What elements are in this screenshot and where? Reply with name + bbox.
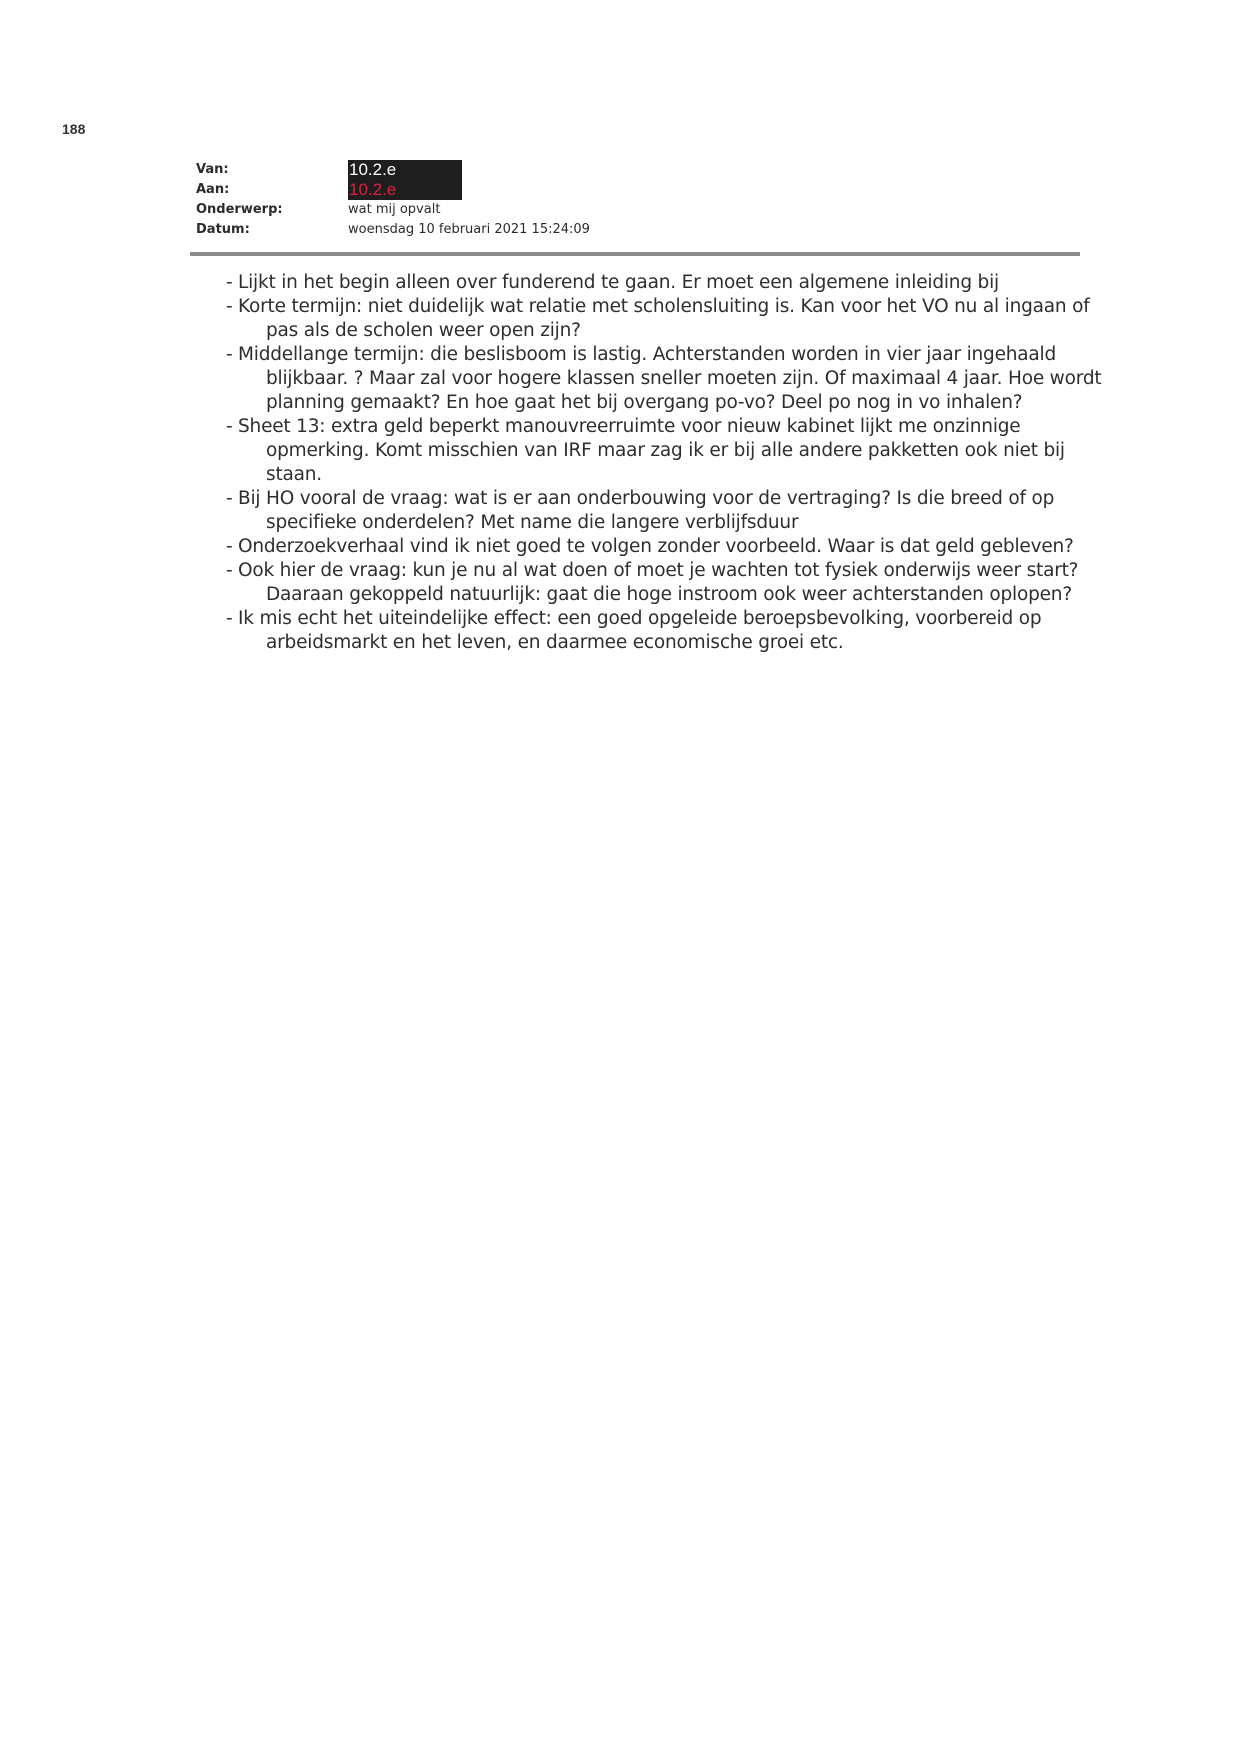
bullet-dash: -: [226, 488, 233, 509]
list-item: [226, 295, 1106, 343]
list-item: [226, 535, 1106, 559]
to-row: [196, 180, 590, 200]
bullet-dash: -: [226, 416, 233, 437]
bullet-dash: -: [226, 608, 233, 629]
date-value: woensdag 10 februari 2021 15:24:09: [348, 222, 590, 237]
list-item: [226, 607, 1106, 655]
list-item-text: Lijkt in het begin alleen over funderend te gaan. Er moet een algemene inleiding bij: [238, 272, 999, 293]
header-separator: [190, 252, 1080, 256]
list-item-text: Korte termijn: niet duidelijk wat relatie met scholensluiting is. Kan voor het VO nu al ingaan of pas als de scholen weer open zijn?: [238, 296, 1090, 341]
list-item-text: Ook hier de vraag: kun je nu al wat doen of moet je wachten tot fysiek onderwijs weer start? Daaraan gekoppeld natuurlijk: gaat die hoge instroom ook weer achterstanden oplopen?: [238, 560, 1079, 605]
list-item: [226, 343, 1106, 415]
date-row: [196, 220, 590, 240]
to-label: Aan:: [196, 182, 230, 197]
email-body: [226, 271, 1106, 655]
list-item-text: Onderzoekverhaal vind ik niet goed te volgen zonder voorbeeld. Waar is dat geld gebleven?: [238, 536, 1074, 557]
list-item-text: Sheet 13: extra geld beperkt manouvreerruimte voor nieuw kabinet lijkt me onzinnige opmerking. Komt misschien van IRF maar zag ik er bij alle andere pakketten ook niet bij staan.: [238, 416, 1065, 485]
list-item-text: Ik mis echt het uiteindelijke effect: een goed opgeleide beroepsbevolking, voorbereid op arbeidsmarkt en het leven, en daarmee economische groei etc.: [238, 608, 1042, 653]
list-item: [226, 415, 1106, 487]
to-redaction: 10.2.e: [348, 180, 462, 200]
from-redaction: 10.2.e: [348, 160, 462, 180]
list-item: [226, 559, 1106, 607]
bullet-dash: -: [226, 344, 233, 365]
subject-value: wat mij opvalt: [348, 202, 441, 217]
page-number: 188: [62, 121, 86, 137]
subject-label: Onderwerp:: [196, 202, 283, 217]
bullet-dash: -: [226, 272, 233, 293]
bullet-dash: -: [226, 296, 233, 317]
from-label: Van:: [196, 162, 229, 177]
bullet-dash: -: [226, 536, 233, 557]
date-label: Datum:: [196, 222, 250, 237]
list-item: [226, 487, 1106, 535]
from-row: [196, 160, 590, 180]
subject-row: [196, 200, 590, 220]
list-item-text: Middellange termijn: die beslisboom is lastig. Achterstanden worden in vier jaar ingehaald blijkbaar. ? Maar zal voor hogere klassen sneller moeten zijn. Of maximaal 4 jaar. Hoe wordt planning gemaakt? En hoe gaat het bij overgang po-vo? Deel po nog in vo inhalen?: [238, 344, 1102, 413]
list-item: [226, 271, 1106, 295]
list-item-text: Bij HO vooral de vraag: wat is er aan onderbouwing voor de vertraging? Is die breed of op specifieke onderdelen? Met name die langere verblijfsduur: [238, 488, 1055, 533]
email-header: [196, 160, 590, 240]
bullet-dash: -: [226, 560, 233, 581]
